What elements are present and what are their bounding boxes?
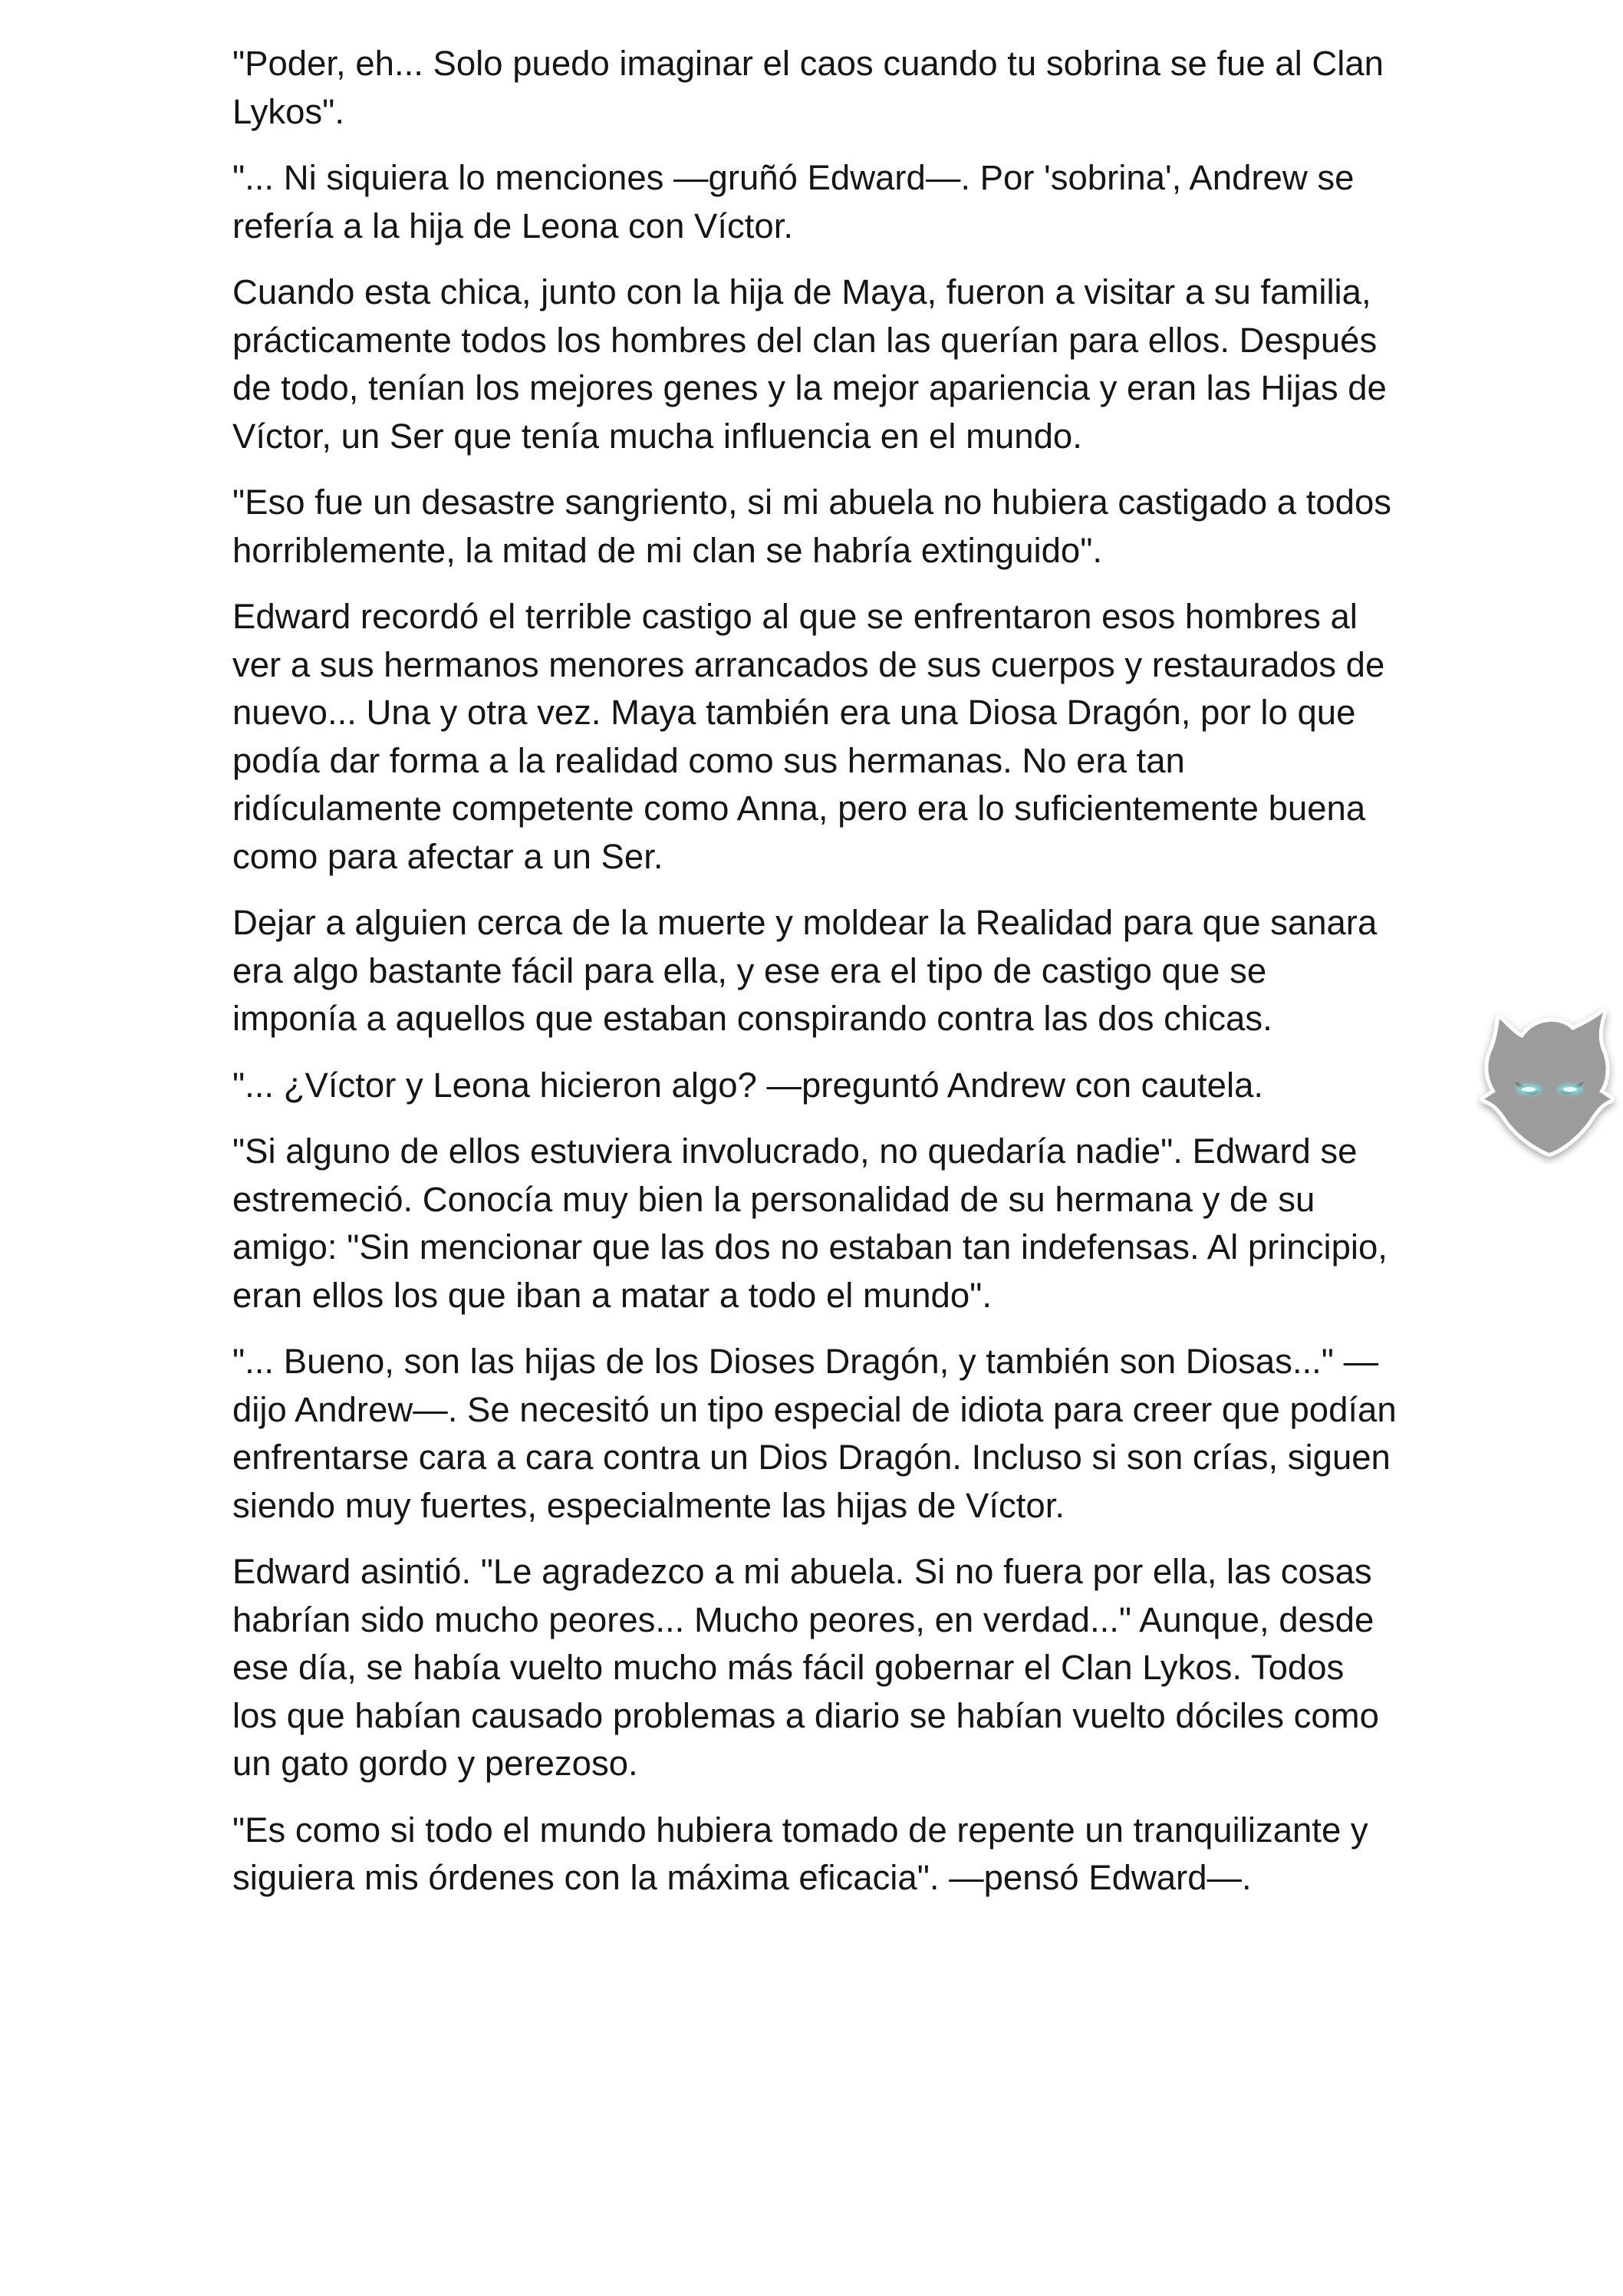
document-body [232,40,1398,1921]
paragraph-3: Cuando esta chica, junto con la hija de Maya, fueron a visitar a su familia, prácticamente todos los hombres del clan las querían para ellos. Después de todo, tenían los mejores genes y la mejor apariencia y eran las Hijas de Víctor, un Ser que tenía mucha influencia en el mundo. [232,272,1387,456]
paragraph-2: "... Ni siquiera lo menciones —gruñó Edward—. Por 'sobrina', Andrew se refería a la hija de Leona con Víctor. [232,158,1355,245]
logo-head-shape [1484,1013,1611,1153]
paragraph-7: "... ¿Víctor y Leona hicieron algo? —preguntó Andrew con cautela. [232,1065,1264,1105]
paragraph-1: "Poder, eh... Solo puedo imaginar el caos cuando tu sobrina se fue al Clan Lykos". [232,44,1384,131]
paragraph-4: "Eso fue un desastre sangriento, si mi abuela no hubiera castigado a todos horriblemente, la mitad de mi clan se habría extinguido". [232,483,1392,570]
paragraph-10: Edward asintió. "Le agradezco a mi abuela. Si no fuera por ella, las cosas habrían sido mucho peores... Mucho peores, en verdad..." Aunque, desde ese día, se había vuelto mucho más fácil gobernar el Clan Lykos. Todos los que habían causado problemas a diario se habían vuelto dóciles como un gato gordo y perezoso. [232,1552,1379,1783]
logo-left-eye [1522,1087,1536,1092]
paragraph-9: "... Bueno, son las hijas de los Dioses Dragón, y también son Diosas..." —dijo Andrew—. Se necesitó un tipo especial de idiota para creer que podían enfrentarse cara a cara contra un Dios Dragón. Incluso si son crías, siguen siendo muy fuertes, especialmente las hijas de Víctor. [232,1342,1397,1525]
paragraph-6: Dejar a alguien cerca de la muerte y moldear la Realidad para que sanara era algo bastante fácil para ella, y ese era el tipo de castigo que se imponía a aquellos que estaban conspirando contra las dos chicas. [232,903,1378,1038]
demon-head-logo-icon [1469,996,1622,1164]
paragraph-8: "Si alguno de ellos estuviera involucrado, no quedaría nadie". Edward se estremeció. Conocía muy bien la personalidad de su hermana y de su amigo: "Sin mencionar que las dos no estaban tan indefensas. Al principio, eran ellos los que iban a matar a todo el mundo". [232,1132,1388,1315]
logo-right-eye [1563,1087,1577,1092]
paragraph-5: Edward recordó el terrible castigo al que se enfrentaron esos hombres al ver a sus hermanos menores arrancados de sus cuerpos y restaurados de nuevo... Una y otra vez. Maya también era una Diosa Dragón, por lo que podía dar forma a la realidad como sus hermanas. No era tan ridículamente competente como Anna, pero era lo suficientemente buena como para afectar a un Ser. [232,597,1385,876]
paragraph-11: "Es como si todo el mundo hubiera tomado de repente un tranquilizante y siguiera mis órdenes con la máxima eficacia". —pensó Edward—. [232,1810,1368,1897]
